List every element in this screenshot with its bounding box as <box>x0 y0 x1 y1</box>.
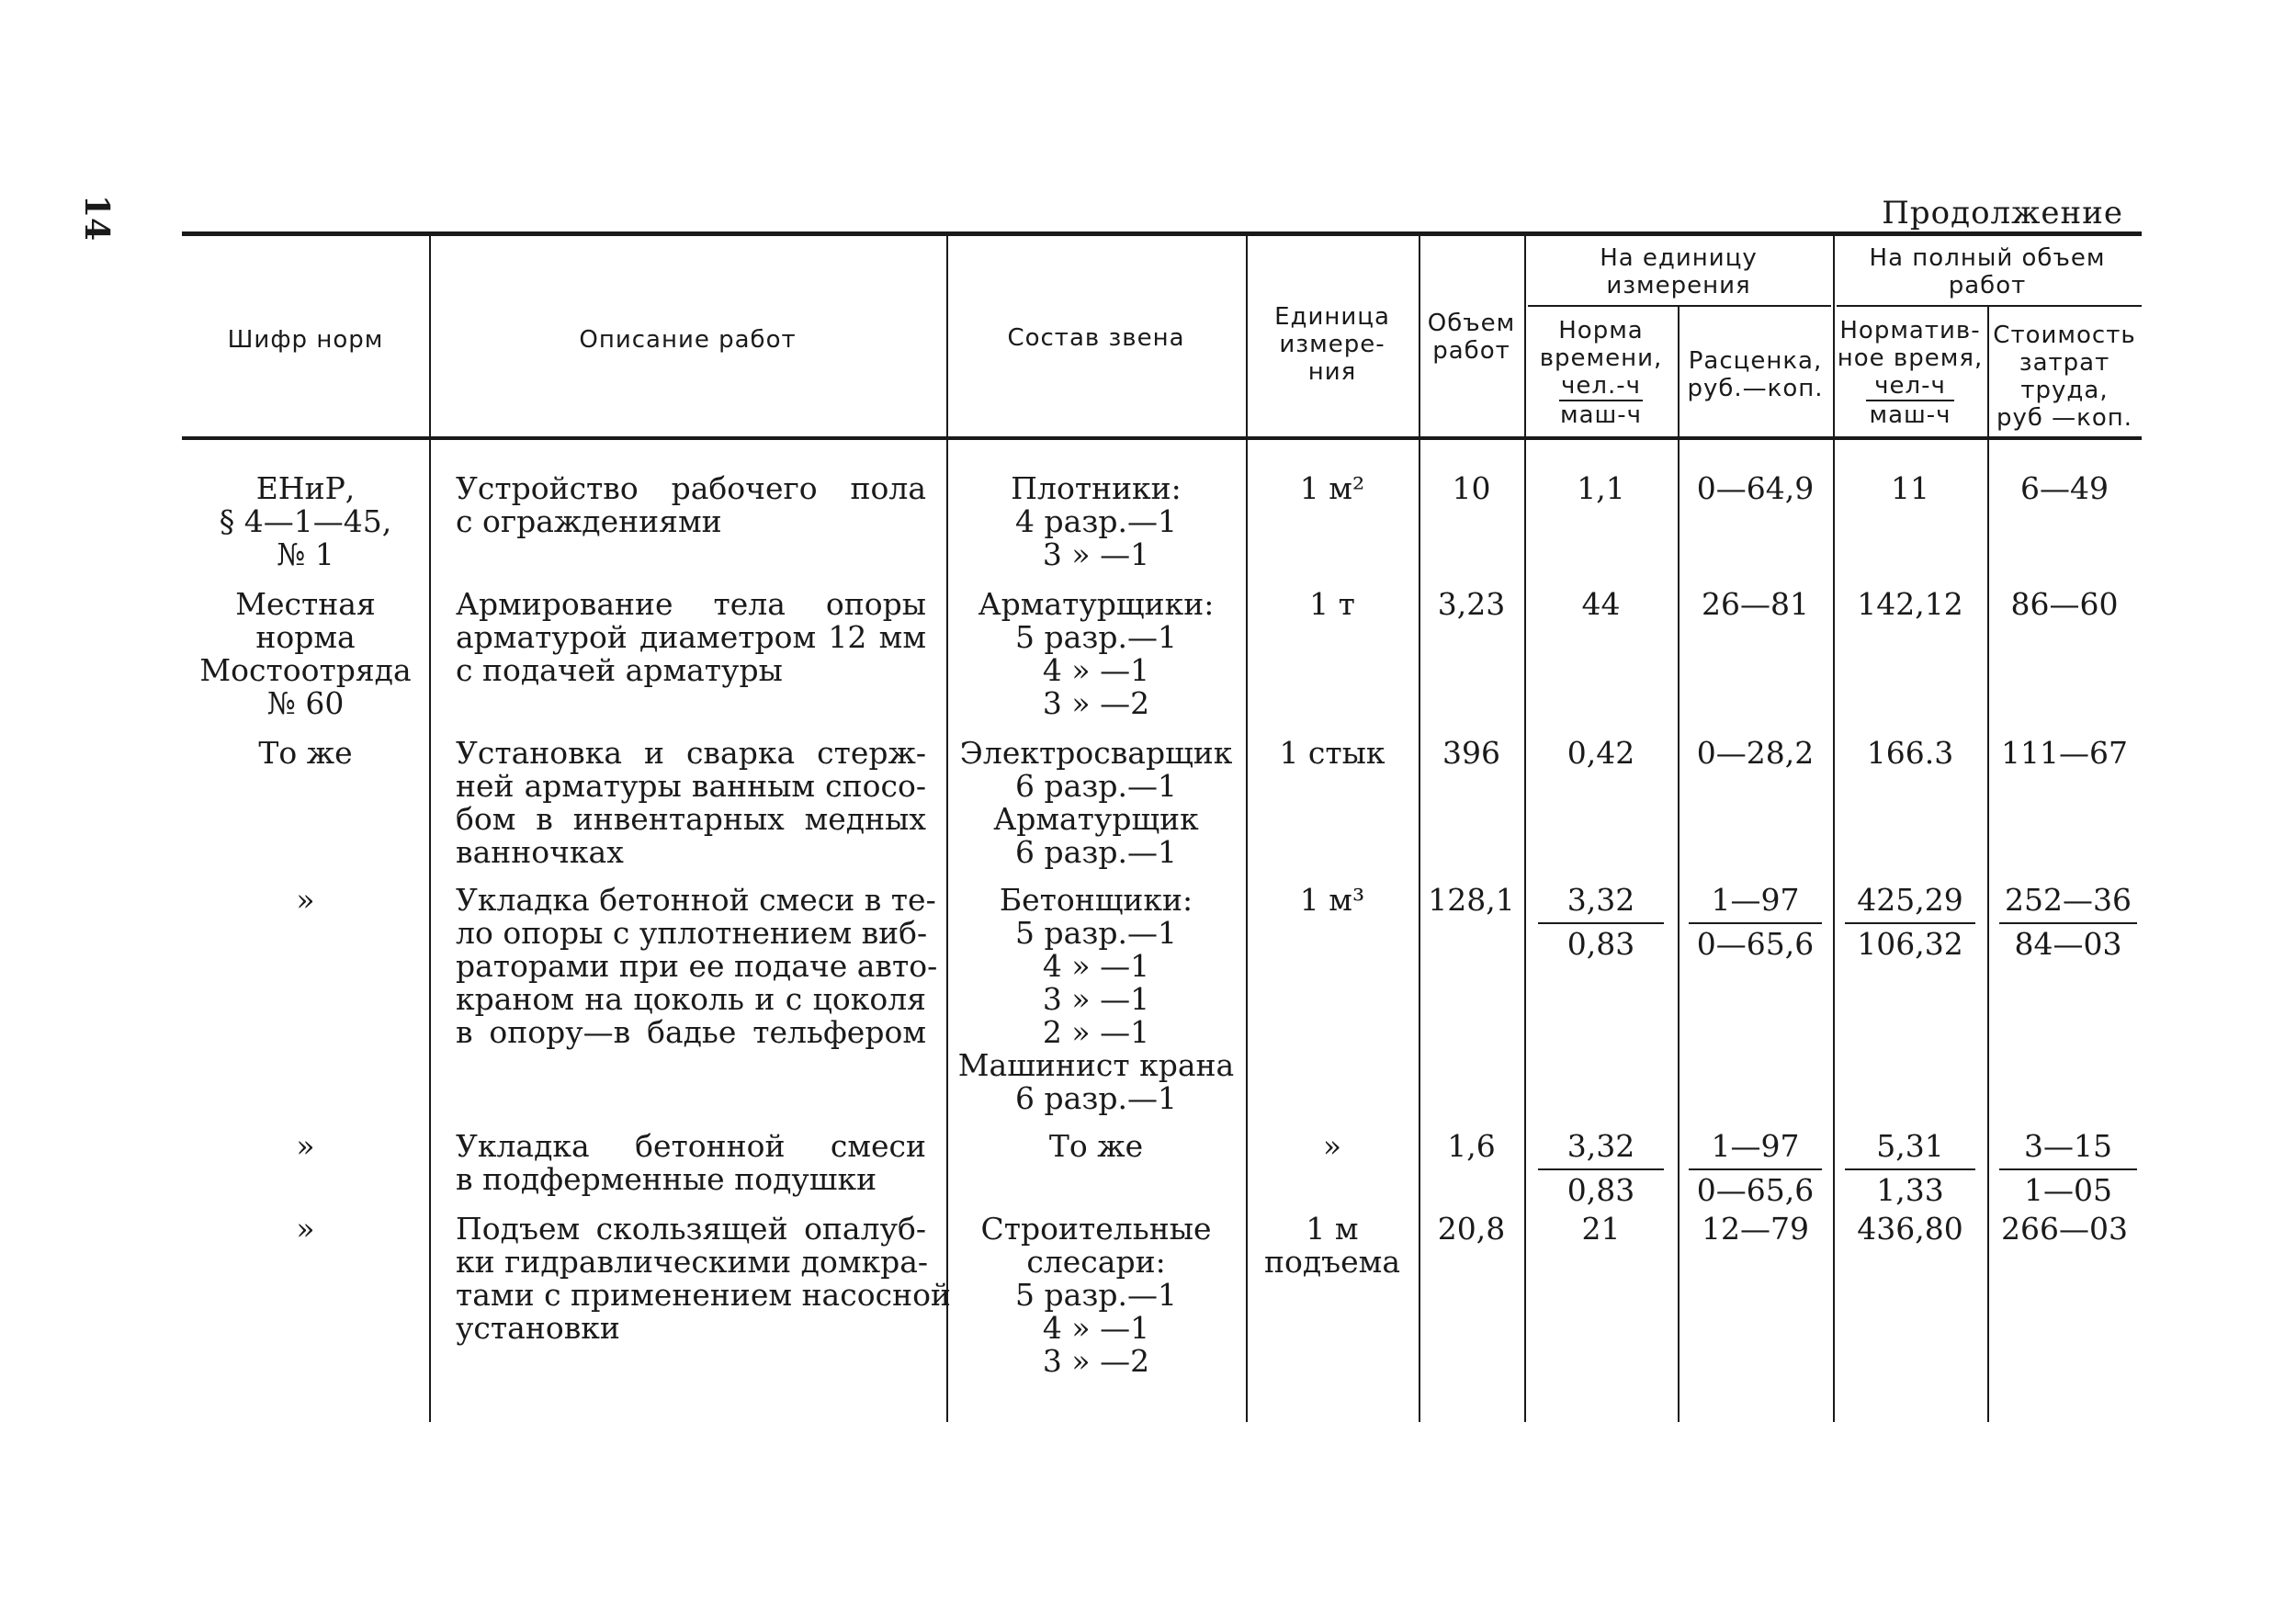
table-row-crew: То же <box>1048 1128 1144 1164</box>
group-header-underline <box>1528 305 1831 307</box>
table-row-crew: Электросварщик 6 разр.—1 Арматурщик 6 разр.—1 <box>959 735 1233 870</box>
table-row-crew: Плотники: 4 разр.—1 3 » —1 <box>1011 470 1182 572</box>
header-total: На полный объем работ <box>1869 244 2106 299</box>
table-row-crew: Арматурщики: 5 разр.—1 4 » —1 3 » —2 <box>978 586 1215 721</box>
header-unit: Единица измере- ния <box>1274 303 1390 386</box>
table-row-price: 12—79 <box>1702 1211 1809 1247</box>
table-row-price-fraction: $\frac{1—97}{0—65,6}$ <box>1689 884 1822 961</box>
continuation-label: Продолжение <box>1882 195 2123 231</box>
table-row-crew: Бетонщики: 5 разр.—1 4 » —1 3 » —1 2 » —1 Машинист крана 6 разр.—1 <box>957 882 1235 1116</box>
table-row-norm: 44 <box>1581 586 1621 622</box>
group-header-underline <box>1837 305 2142 307</box>
header-bottom-rule <box>182 436 2142 440</box>
table-row-total-cost: 111—67 <box>2001 735 2128 771</box>
header-per-unit: На единицу измерения <box>1600 244 1758 299</box>
table-row-total-time-fraction: $\frac{5,31}{1,33}$ <box>1845 1130 1975 1207</box>
table-row-unit: » <box>1322 1128 1342 1164</box>
header-total-time: Норматив- ное время, чел-ч маш-ч <box>1837 317 1984 429</box>
table-row-volume: 128,1 <box>1428 882 1515 918</box>
table-row-description: Укладка бетонной смеси в те- ло опоры с уплотнением виб- раторами при ее подаче авто- краном на цоколь и с цоколя в опору—в бадье тельфером <box>456 882 938 1050</box>
header-total-cost: Стоимость затрат труда, руб —коп. <box>1993 322 2136 432</box>
table-row-description: Укладка бетонной смеси в подферменные подушки <box>456 1128 926 1197</box>
table-row-unit: 1 стык <box>1279 735 1386 771</box>
table-row-price: 0—64,9 <box>1696 470 1815 506</box>
table-row-total-cost-fraction: $\frac{252—36}{84—03}$ <box>1999 884 2137 961</box>
table-row-code: » <box>296 882 315 918</box>
table-row-code: » <box>296 1128 315 1164</box>
table-row-volume: 396 <box>1442 735 1500 771</box>
header-volume: Объем работ <box>1427 310 1516 365</box>
header-norm-time: Норма времени, чел.-ч маш-ч <box>1539 317 1663 429</box>
table-row-code: ЕНиР, § 4—1—45, № 1 <box>219 470 392 572</box>
header-description: Описание работ <box>579 326 797 354</box>
table-row-price-fraction: $\frac{1—97}{0—65,6}$ <box>1689 1130 1822 1207</box>
table-row-price: 0—28,2 <box>1696 735 1815 771</box>
table-row-total-time: 166.3 <box>1866 735 1954 771</box>
table-row-norm: 0,42 <box>1566 735 1635 771</box>
table-row-norm-fraction: $\frac{3,32}{0,83}$ <box>1538 884 1664 961</box>
table-row-norm: 1,1 <box>1577 470 1625 506</box>
table-row-total-time: 11 <box>1891 470 1929 506</box>
table-row-unit: 1 т <box>1309 586 1355 622</box>
column-divider <box>429 235 431 1422</box>
table-row-description: Установка и сварка стерж- ней арматуры ванным спосо- бом в инвентарных медных ванночках <box>456 735 926 870</box>
table-row-volume: 1,6 <box>1447 1128 1496 1164</box>
table-row-volume: 10 <box>1452 470 1491 506</box>
table-row-total-cost: 86—60 <box>2010 586 2119 622</box>
table-row-unit: 1 м² <box>1299 470 1365 506</box>
table-row-volume: 20,8 <box>1437 1211 1506 1247</box>
table-row-unit: 1 м подъема <box>1263 1211 1401 1280</box>
table-row-description: Армирование тела опоры арматурой диаметром 12 мм с подачей арматуры <box>456 586 926 688</box>
table-row-norm-fraction: $\frac{3,32}{0,83}$ <box>1538 1130 1664 1207</box>
table-row-norm: 21 <box>1581 1211 1621 1247</box>
table-row-crew: Строительные слесари: 5 разр.—1 4 » —1 3 » —2 <box>980 1211 1212 1379</box>
table-row-code: То же <box>258 735 353 771</box>
table-row-volume: 3,23 <box>1437 586 1506 622</box>
page-number: 14 <box>77 195 116 242</box>
table-row-price: 26—81 <box>1702 586 1809 622</box>
table-row-total-cost: 266—03 <box>2001 1211 2128 1247</box>
table-row-total-cost: 6—49 <box>2020 470 2109 506</box>
table-row-code: » <box>296 1211 315 1247</box>
header-code: Шифр норм <box>227 326 384 354</box>
table-row-total-time: 142,12 <box>1857 586 1963 622</box>
table-row-description: Устройство рабочего пола с ограждениями <box>456 470 926 539</box>
table-row-code: Местная норма Мостоотряда № 60 <box>199 586 412 721</box>
table-row-unit: 1 м³ <box>1299 882 1365 918</box>
table-row-total-time: 436,80 <box>1857 1211 1963 1247</box>
table-top-rule <box>182 231 2142 236</box>
table-row-total-time-fraction: $\frac{425,29}{106,32}$ <box>1845 884 1975 961</box>
table-row-total-cost-fraction: $\frac{3—15}{1—05}$ <box>1999 1130 2137 1207</box>
header-crew: Состав звена <box>1007 324 1185 352</box>
header-price: Расценка, руб.—коп. <box>1687 347 1824 402</box>
table-row-description: Подъем скользящей опалуб- ки гидравлическими домкра- тами с применением насосной установки <box>456 1211 951 1346</box>
